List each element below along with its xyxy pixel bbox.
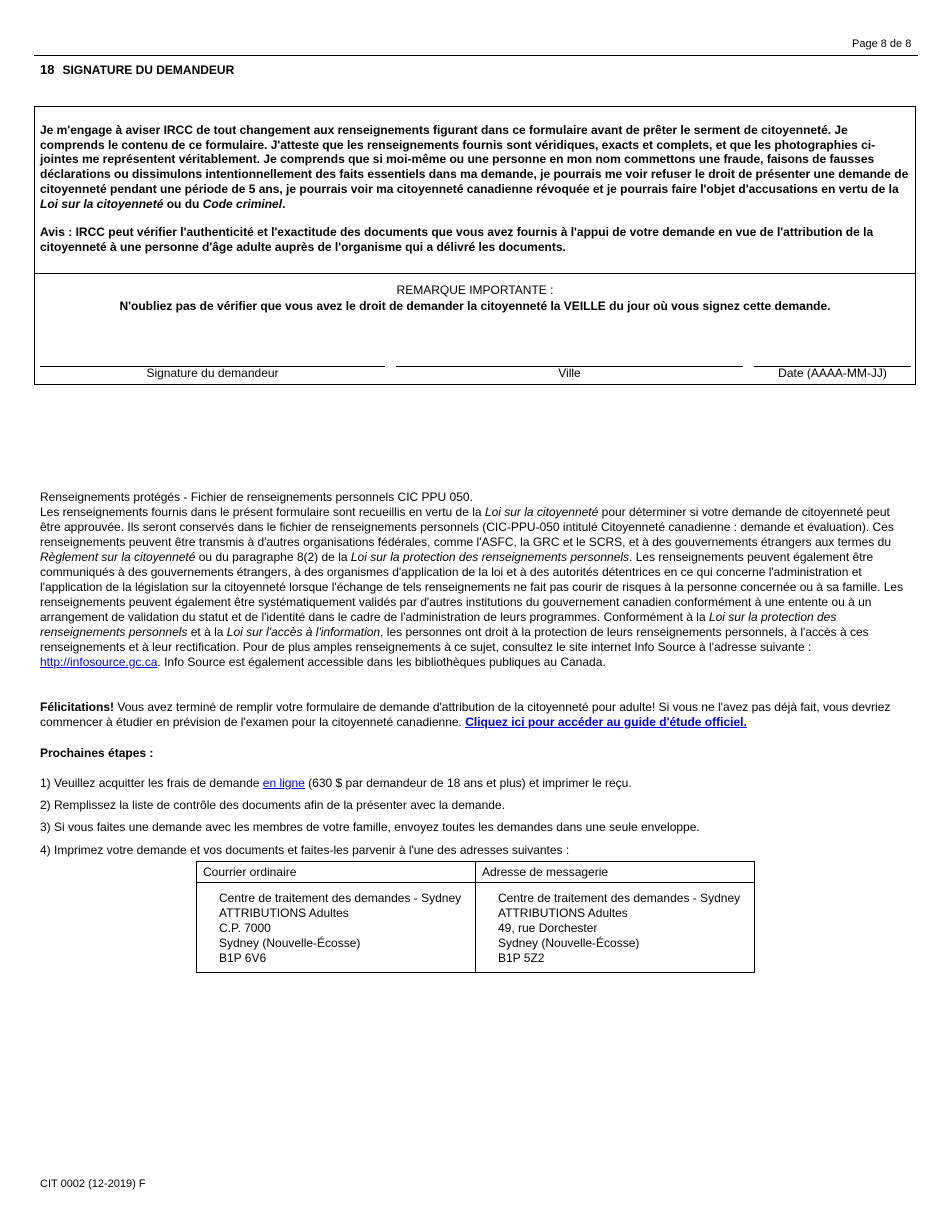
- ordinary-mail-column: [197, 862, 476, 972]
- privacy-title: Renseignements protégés - Fichier de renseignements personnels CIC PPU 050.: [40, 490, 473, 504]
- date-label: Date (AAAA-MM-JJ): [778, 366, 887, 380]
- box-divider: [34, 273, 916, 274]
- privacy-text: et à la: [187, 625, 227, 639]
- privacy-notice: [40, 490, 910, 670]
- privacy-body: [40, 505, 910, 670]
- courier-address: [476, 883, 754, 966]
- step-2: 2) Remplissez la liste de contrôle des documents afin de la présenter avec la demande.: [40, 798, 505, 812]
- declaration-text-part: Je m'engage à aviser IRCC de tout changement aux renseignements figurant dans ce formulaire avant de prêter le serment de citoyenneté. Je comprends le contenu de ce formulaire. J'atteste que les renseignements fournis sont véridiques, exacts et complets, et que les photographies ci-jointes me représentent véritablement. Je comprends que si moi-même ou une personne en mon nom commettons une fraude, faisons de fausses déclarations ou dissimulons intentionnellement des faits essentiels dans ma demande, je pourrais me voir refuser le droit de présenter une demande de citoyenneté pendant une période de 5 ans, je pourrais voir ma citoyenneté canadienne révoquée et je pourrais faire l'objet d'accusations en vertu de la: [40, 123, 909, 196]
- infosource-link[interactable]: http://infosource.gc.ca: [40, 655, 158, 669]
- congrats-text: Vous avez terminé de remplir votre formulaire de demande d'attribution de la citoyenneté pour adulte! Si vous ne l'avez pas déjà fait, vous devriez commencer à étudier en prévision de l'examen pour la citoyenneté canadienne.: [40, 700, 891, 729]
- next-steps-title: Prochaines étapes :: [40, 746, 154, 760]
- law-reference: Code criminel: [202, 196, 283, 211]
- privacy-text: pour déterminer si votre demande de citoyenneté peut être approuvée. Ils seront conservés dans le fichier de renseignements personnels (CIC-PPU-050 intitulé Citoyenneté canadienne : demande et évaluation). Ces renseignements peuvent être transmis à d'autres organisations fédérales, comme l'ASFC, la GRC et le SCRS, et à des gouvernements étrangers aux termes du: [40, 505, 894, 549]
- address-line: Sydney (Nouvelle-Écosse): [219, 936, 361, 950]
- privacy-text: , les personnes ont droit à la protection de leurs renseignements personnels, à l'accès à ces renseignements et à leur rectification. Pour de plus amples renseignements à ce sujet, consultez le site internet Info Source à l'adresse suivante :: [40, 625, 869, 654]
- law-reference: Loi sur la citoyenneté: [40, 196, 164, 211]
- step-4: 4) Imprimez votre demande et vos documents et faites-les parvenir à l'une des adresses suivantes :: [40, 843, 570, 857]
- step-text: 1) Veuillez acquitter les frais de demande: [40, 776, 263, 790]
- header-rule: [34, 55, 918, 56]
- law-reference: Règlement sur la citoyenneté: [40, 550, 196, 564]
- step-3: 3) Si vous faites une demande avec les membres de votre famille, envoyez toutes les demandes dans une seule enveloppe.: [40, 820, 700, 834]
- congratulations: [40, 700, 910, 730]
- privacy-text: ou du paragraphe 8(2) de la: [195, 550, 351, 564]
- ordinary-mail-header: Courrier ordinaire: [197, 862, 475, 883]
- ordinary-mail-address: [197, 883, 475, 966]
- address-line: B1P 6V6: [219, 951, 267, 965]
- address-line: B1P 5Z2: [498, 951, 545, 965]
- address-table: [196, 861, 755, 973]
- courier-column: [476, 862, 754, 972]
- notice-paragraph: Avis : IRCC peut vérifier l'authenticité et l'exactitude des documents que vous avez fournis à l'appui de votre demande en vue de l'attribution de la citoyenneté à une personne d'âge adulte auprès de l'organisme qui a délivré les documents.: [40, 225, 874, 254]
- step-1: [40, 776, 632, 790]
- address-line: 49, rue Dorchester: [498, 921, 598, 935]
- law-reference: Loi sur la protection des renseignements personnels: [40, 610, 837, 639]
- signature-label: Signature du demandeur: [146, 366, 279, 380]
- study-guide-link[interactable]: Cliquez ici pour accéder au guide d'étude officiel.: [465, 715, 747, 729]
- declaration-text-part: .: [282, 196, 286, 211]
- declaration-text: [40, 123, 910, 255]
- form-code: CIT 0002 (12-2019) F: [40, 1178, 146, 1190]
- step-text: (630 $ par demandeur de 18 ans et plus) et imprimer le reçu.: [304, 776, 632, 790]
- address-line: C.P. 7000: [219, 921, 271, 935]
- address-line: ATTRIBUTIONS Adultes: [219, 906, 349, 920]
- address-line: Sydney (Nouvelle-Écosse): [498, 936, 640, 950]
- section-title: [40, 62, 234, 77]
- remark-title: REMARQUE IMPORTANTE :: [396, 283, 554, 297]
- privacy-text: . Info Source est également accessible dans les bibliothèques publiques au Canada.: [157, 655, 606, 669]
- page-number: Page 8 de 8: [852, 38, 912, 50]
- privacy-text: Les renseignements fournis dans le présent formulaire sont recueillis en vertu de la: [40, 505, 485, 519]
- pay-online-link[interactable]: en ligne: [262, 776, 305, 790]
- law-reference: Loi sur l'accès à l'information: [226, 625, 381, 639]
- law-reference: Loi sur la protection des renseignements personnels: [350, 550, 630, 564]
- declaration-paragraph: [40, 123, 910, 211]
- courier-header: Adresse de messagerie: [476, 862, 754, 883]
- city-label: Ville: [558, 366, 581, 380]
- congrats-bold: Félicitations!: [40, 700, 115, 714]
- important-remark: [34, 282, 916, 314]
- section-title-text: SIGNATURE DU DEMANDEUR: [62, 63, 235, 77]
- privacy-text: . Les renseignements peuvent également être communiqués à des gouvernements étrangers, à des organismes d'application de la loi et à des autorités détentrices en ce qui concerne l'administration et l'application de la législation sur la citoyenneté lorsque l'échange de tels renseignements ne fait pas courir de risques à la personne concernée ou à sa famille. Les renseignements peuvent également être systématiquement validés par d'autres institutions du gouvernement canadien conformément à une entente ou à un arrangement de validation du statut et de l'identité dans le cadre de l'administration de leurs programmes. Conformément à la: [40, 550, 904, 624]
- address-line: Centre de traitement des demandes - Sydney: [498, 891, 741, 905]
- address-line: Centre de traitement des demandes - Sydney: [219, 891, 462, 905]
- address-line: ATTRIBUTIONS Adultes: [498, 906, 628, 920]
- remark-text: N'oubliez pas de vérifier que vous avez le droit de demander la citoyenneté la VEILLE du jour où vous signez cette demande.: [119, 299, 831, 313]
- declaration-text-part: ou du: [163, 196, 203, 211]
- law-reference: Loi sur la citoyenneté: [484, 505, 599, 519]
- section-number: 18: [40, 62, 55, 77]
